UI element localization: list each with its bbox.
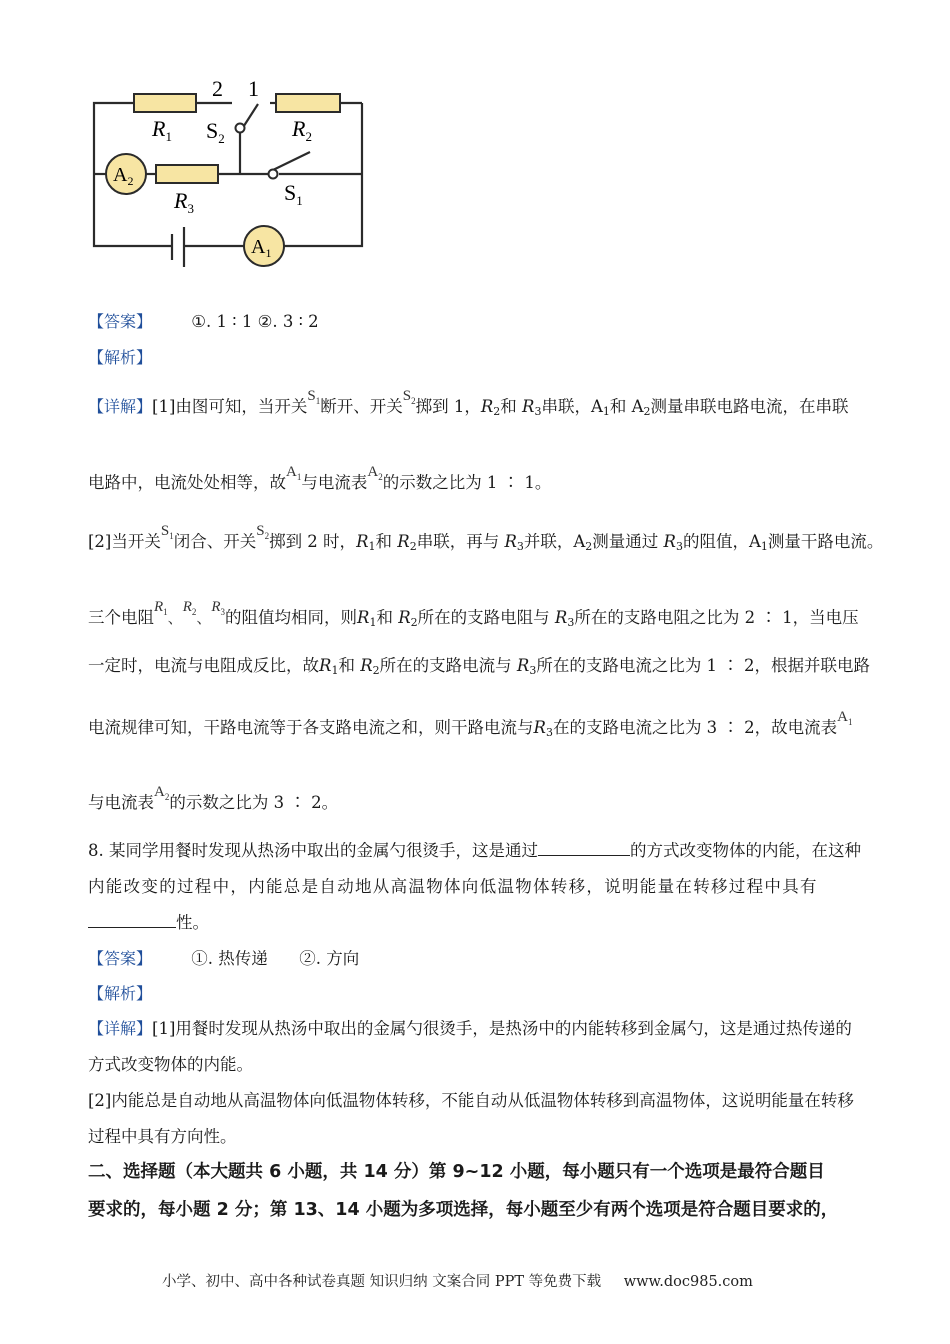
s2-label: $S_2$	[206, 118, 225, 146]
text: 串联，再与	[416, 532, 500, 551]
answer-text: ①. 1 ∶ 1 ②. 3 ∶ 2	[191, 312, 319, 331]
text: 闭合、开关	[173, 532, 257, 551]
symbol-r3: $R^3$	[211, 599, 226, 617]
symbol-a1: $A^1$	[837, 709, 853, 727]
q7-detail-line-2	[88, 464, 552, 493]
symbol-r2: $R^2$	[182, 599, 197, 617]
page-footer	[162, 1270, 753, 1291]
text: 的示数之比为 1 ∶ 1。	[382, 473, 552, 492]
a1-label: $A_1$	[251, 236, 272, 260]
q8-detail-line-3: [2]内能总是自动地从高温物体向低温物体转移，不能自动从低温物体转移到高温物体，这说明能量在转移	[88, 1091, 854, 1110]
s1-label: $S_1$	[284, 180, 303, 208]
detail-tag: 【详解】	[88, 1019, 153, 1038]
q7-detail-line-4: 三个电阻$R^1$、$R^2$、$R^3$的阻值均相同，则$R_1$和 $R_2$所在的支路电阻与 $R_3$所在的支路电阻之比为 2 ∶ 1，当电压	[88, 599, 859, 629]
section-heading-line-2: 要求的，每小题 2 分；第 13、14 小题为多项选择，每小题至少有两个选项是符合题目要求的，	[88, 1200, 839, 1220]
q8-question-line-1	[88, 837, 861, 861]
footer-url[interactable]: www.doc985.com	[623, 1274, 753, 1290]
s1-pivot-contact	[269, 170, 278, 179]
q8-detail-line-2: 方式改变物体的内能。	[88, 1055, 253, 1074]
text: 测量串联电路电流，在串联	[650, 397, 849, 416]
symbol-r1: $R^1$	[154, 599, 168, 617]
text: 和	[338, 656, 355, 675]
detail-tag: 【详解】	[88, 397, 153, 416]
q8-answer	[88, 945, 359, 969]
q8-question-line-3	[88, 909, 209, 933]
text: 三个电阻	[88, 608, 154, 627]
q7-detail-line-5: 一定时，电流与电阻成反比，故$R_1$和 $R_2$所在的支路电流与 $R_3$所在的支路电流之比为 1 ∶ 2，根据并联电路	[88, 656, 871, 677]
text: 所在的支路电流与	[379, 656, 512, 675]
q7-answer	[88, 309, 319, 332]
analysis-tag: 【解析】	[88, 348, 153, 367]
text: 掷到 2 时，	[269, 532, 357, 551]
text: 和	[500, 397, 517, 416]
q7-detail-line-7	[88, 784, 339, 813]
q7-detail-line-1: 【详解】[1]由图可知，当开关$S^1$断开、开关$S^2$掷到 1，$R_2$和 $R_3$串联，$A_1$和 $A_2$测量串联电路电流，在串联	[88, 388, 849, 418]
answer-tag: 【答案】	[88, 949, 153, 968]
text: 在的支路电流之比为 3 ∶ 2，故电流表	[552, 718, 838, 737]
r1-label: $R_1$	[152, 116, 172, 144]
answer-blank	[88, 913, 176, 928]
text: 串联，A	[541, 397, 603, 416]
text: 电路中，电流处处相等，故	[88, 473, 286, 492]
text: 与电流表	[88, 793, 154, 812]
answer-tag: 【答案】	[88, 312, 153, 331]
text: 所在的支路电阻与	[417, 608, 550, 627]
text: 测量干路电流。	[767, 532, 884, 551]
text: 性。	[176, 913, 209, 932]
text: 所在的支路电流之比为 1 ∶ 2，根据并联电路	[536, 656, 871, 675]
contact-label-2: 2	[212, 76, 223, 101]
text: 和	[376, 608, 393, 627]
symbol-s1: $S^1$	[160, 523, 174, 541]
footer-text: 小学、初中、高中各种试卷真题 知识归纳 文案合同 PPT 等免费下载	[162, 1274, 602, 1290]
text: 并联，A	[523, 532, 586, 551]
symbol-a2: $A^2$	[367, 464, 383, 482]
text: 的示数之比为 3 ∶ 2。	[169, 793, 339, 812]
section-heading-line-1: 二、选择题（本大题共 6 小题，共 14 分）第 9~12 小题，每小题只有一个选项是最符合题目	[88, 1162, 825, 1182]
text: 所在的支路电阻之比为 2 ∶ 1，当电压	[574, 608, 859, 627]
a2-label: $A_2$	[113, 164, 134, 188]
text: 与电流表	[301, 473, 368, 492]
text: 和	[375, 532, 392, 551]
q8-detail-line-4: 过程中具有方向性。	[88, 1127, 237, 1146]
text: 、	[196, 611, 212, 627]
resistor-r3	[156, 165, 218, 183]
contact-label-1: 1	[248, 76, 259, 101]
text: 和 A	[609, 397, 644, 416]
r3-label: $R_3$	[174, 188, 194, 216]
text: [1]用餐时发现从热汤中取出的金属勺很烫手，是热汤中的内能转移到金属勺，这是通过热传递的	[152, 1019, 852, 1038]
text: 掷到 1，	[415, 397, 481, 416]
text: 的方式改变物体的内能，在这种	[630, 841, 861, 860]
resistor-r1	[134, 94, 196, 112]
answer-text: ①. 热传递 ②. 方向	[191, 949, 360, 968]
symbol-s1: $S^1$	[307, 388, 321, 406]
analysis-tag: 【解析】	[88, 984, 153, 1003]
battery-icon	[172, 227, 184, 267]
answer-blank	[538, 841, 630, 856]
symbol-s2: $S^2$	[256, 523, 270, 541]
symbol-a1: $A^1$	[286, 464, 302, 482]
text: 的阻值均相同，则	[225, 608, 358, 627]
resistor-r2	[276, 94, 340, 112]
text: 、	[167, 611, 183, 627]
text: 一定时，电流与电阻成反比，故	[88, 656, 319, 675]
s2-pivot-contact	[236, 124, 245, 133]
q8-question-line-2: 内能改变的过程中，内能总是自动地从高温物体向低温物体转移，说明能量在转移过程中具有	[88, 877, 818, 896]
text: 8. 某同学用餐时发现从热汤中取出的金属勺很烫手，这是通过	[88, 841, 538, 860]
text: 测量通过	[592, 532, 659, 551]
text: 的阻值，A	[682, 532, 761, 551]
text: [1]由图可知，当开关	[152, 397, 308, 416]
q7-detail-line-6: 电流规律可知，干路电流等于各支路电流之和，则干路电流与$R_3$在的支路电流之比为 3 ∶ 2，故电流表$A^1$	[88, 709, 853, 739]
q8-detail-line-1	[88, 1015, 852, 1039]
r2-label: $R_2$	[292, 116, 312, 144]
symbol-a2: $A^2$	[154, 784, 170, 802]
text: 断开、开关	[320, 397, 403, 416]
text: [2]当开关	[88, 532, 161, 551]
symbol-s2: $S^2$	[402, 388, 416, 406]
q7-detail-line-3: [2]当开关$S^1$闭合、开关$S^2$掷到 2 时，$R_1$和 $R_2$串联，再与 $R_3$并联，$A_2$测量通过 $R_3$的阻值，$A_1$测量干路电流。	[88, 523, 884, 553]
circuit-diagram	[80, 70, 380, 275]
text: 电流规律可知，干路电流等于各支路电流之和，则干路电流与	[88, 718, 534, 737]
